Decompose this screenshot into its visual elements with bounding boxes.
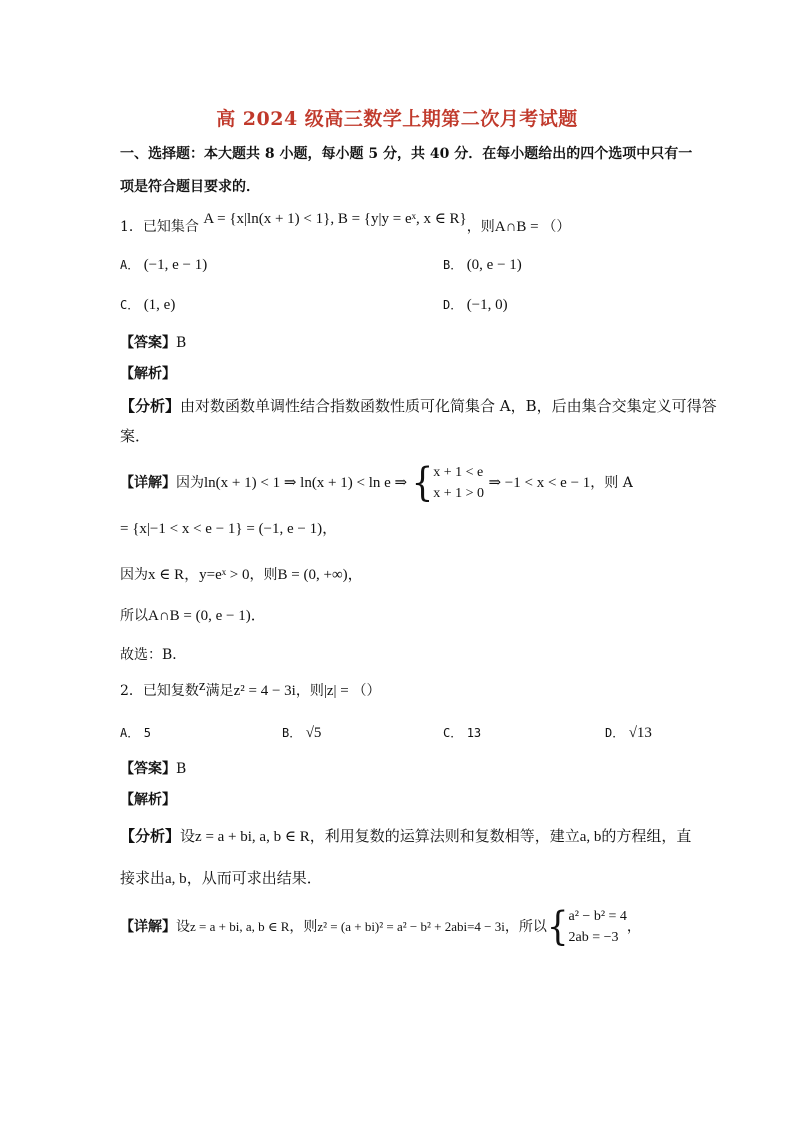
q2-system-bottom: 2ab = −3: [568, 930, 619, 945]
q1-option-b-label: B．: [443, 258, 463, 272]
q2-number: 2．: [120, 683, 143, 699]
q2-fenxi-line2: [120, 869, 322, 888]
q2-detail-mid: ，则: [289, 919, 318, 935]
q2-fenxi-line2-end: ，从而可求出结果．: [186, 869, 322, 887]
q1-stem-math2: A∩B =: [494, 219, 543, 235]
q2-option-d-text: √13: [628, 725, 652, 741]
q2-fenxi-end: 的方程组，直: [601, 827, 692, 845]
q1-detail-line1: [120, 460, 633, 506]
q1-stem-suffix: ，则: [466, 219, 495, 235]
q1-option-d-label: D．: [443, 298, 463, 312]
q1-fenxi-tag: 【分析】: [120, 397, 181, 415]
q2-detail-math1: z = a + bi, a, b ∈ R: [190, 919, 290, 934]
q2-fenxi-math: z = a + bi, a, b ∈ R: [195, 829, 310, 845]
q1-option-c: [120, 296, 175, 314]
q2-stem: [120, 678, 381, 700]
q2-stem-prefix: 已知复数: [142, 683, 199, 699]
q2-fenxi-tag: 【分析】: [120, 827, 181, 845]
q2-option-d: [605, 724, 652, 742]
q2-option-c: [443, 724, 481, 742]
q1-detail-line3-prefix: 因为: [120, 567, 148, 583]
q2-fenxi-prefix: 设: [180, 827, 196, 845]
q2-answer-tag: 【答案】: [120, 761, 176, 777]
q1-detail-line3: [120, 566, 363, 584]
q2-fenxi-line2-prefix: 接求出: [120, 869, 166, 887]
q1-conclusion: 故选：B．: [120, 647, 187, 663]
q1-detail-line3-suffix: ，则: [249, 567, 278, 583]
q2-option-c-label: C．: [443, 726, 463, 740]
q1-number: 1．: [120, 219, 143, 235]
q1-detail-line4: [120, 607, 266, 625]
q1-answer-tag: 【答案】: [120, 335, 176, 351]
q1-answer-value: B: [176, 335, 187, 351]
q2-fenxi-line2-math: a, b: [165, 871, 187, 887]
q1-option-c-text: (1, e): [143, 297, 176, 313]
q2-detail-suffix: ，所以: [504, 919, 547, 935]
q2-option-b: [282, 724, 321, 742]
q1-option-b-text: (0, e − 1): [466, 257, 522, 273]
q2-system-top: a² − b² = 4: [568, 909, 627, 924]
q1-system: [433, 462, 484, 504]
section-heading-line1: 一、选择题：本大题共 8 小题，每小题 5 分，共 40 分．在每小题给出的四个选项中只有一: [120, 146, 693, 162]
q1-option-c-label: C．: [120, 298, 140, 312]
q1-option-a-label: A．: [120, 258, 140, 272]
q1-answer: [120, 334, 186, 352]
q1-detail-line4-prefix: 所以: [120, 608, 148, 624]
q1-stem-end: （）: [542, 219, 571, 235]
q2-option-d-label: D．: [605, 726, 625, 740]
q1-detail-math1: ln(x + 1) < 1 ⇒ ln(x + 1) < ln e ⇒: [204, 475, 408, 491]
q2-stem-var: z: [198, 678, 206, 694]
q2-system: [569, 906, 627, 948]
q2-fenxi-math2: a, b: [579, 829, 602, 845]
q1-detail-prefix: 因为: [176, 475, 204, 491]
q1-option-a: [120, 256, 207, 274]
q2-detail-prefix: 设: [176, 919, 190, 935]
q1-option-d-text: (−1, 0): [466, 297, 508, 313]
q2-option-b-text: √5: [305, 725, 322, 741]
q1-fenxi-line2: 案．: [120, 427, 151, 445]
q1-detail-line4-math: A∩B = (0, e − 1)．: [148, 608, 266, 624]
q1-detail-tag: 【详解】: [120, 475, 176, 491]
q1-detail-line3-math: x ∈ R，y=eˣ > 0: [148, 567, 250, 583]
q1-left-brace: {: [411, 460, 434, 506]
q1-stem: [120, 211, 571, 236]
q2-fenxi-mid: ，利用复数的运算法则和复数相等，建立: [309, 827, 580, 845]
q2-answer-value: B: [176, 761, 187, 777]
q2-option-a-label: A．: [120, 726, 140, 740]
q2-option-c-text: 13: [466, 726, 482, 740]
q2-detail-tag: 【详解】: [120, 919, 176, 935]
q2-stem-suffix: ，则: [295, 683, 324, 699]
q1-system-top: x + 1 < e: [433, 465, 484, 480]
q2-option-b-label: B．: [282, 726, 302, 740]
q2-stem-math2: |z| =: [323, 683, 353, 699]
q2-stem-math: z² = 4 − 3i: [233, 683, 296, 699]
q1-detail-suffix: ，则 A: [590, 475, 633, 491]
q2-answer: [120, 760, 186, 778]
q1-system-bottom: x + 1 > 0: [433, 486, 485, 501]
q2-left-brace: {: [546, 904, 569, 950]
q2-detail-end: ，: [626, 919, 641, 935]
q1-detail-line3-math2: B = (0, +∞)，: [277, 567, 363, 583]
q2-analysis-tag: 【解析】: [120, 792, 176, 808]
q2-option-a-text: 5: [143, 726, 151, 740]
page-title: 高 2024 级高三数学上期第二次月考试题: [216, 108, 578, 130]
q1-fenxi-line1: [120, 397, 717, 415]
q2-fenxi-line1: [120, 827, 691, 846]
q2-stem-end: （）: [352, 683, 381, 699]
q1-option-d: [443, 296, 508, 314]
q2-stem-mid: 满足: [205, 683, 234, 699]
q1-analysis-tag: 【解析】: [120, 366, 176, 382]
section-heading-line2: 项是符合题目要求的．: [120, 179, 260, 195]
q1-stem-prefix: 已知集合: [142, 219, 199, 235]
q2-detail-math2: z² = (a + bi)² = a² − b² + 2abi=4 − 3i: [317, 919, 505, 934]
q1-stem-math: A = {x|ln(x + 1) < 1}, B = {y|y = eˣ, x ∈ R}: [203, 211, 467, 227]
q1-detail-math2: ⇒ −1 < x < e − 1: [488, 475, 591, 491]
q1-option-b: [443, 256, 522, 274]
q1-option-a-text: (−1, e − 1): [143, 257, 208, 273]
q1-fenxi-text1: 由对数函数单调性结合指数函数性质可化简集合 A，B，后由集合交集定义可得答: [180, 397, 717, 415]
q1-detail-line2: = {x|−1 < x < e − 1} = (−1, e − 1)，: [120, 521, 338, 537]
q2-option-a: [120, 724, 151, 742]
q2-detail-line1: [120, 904, 641, 950]
